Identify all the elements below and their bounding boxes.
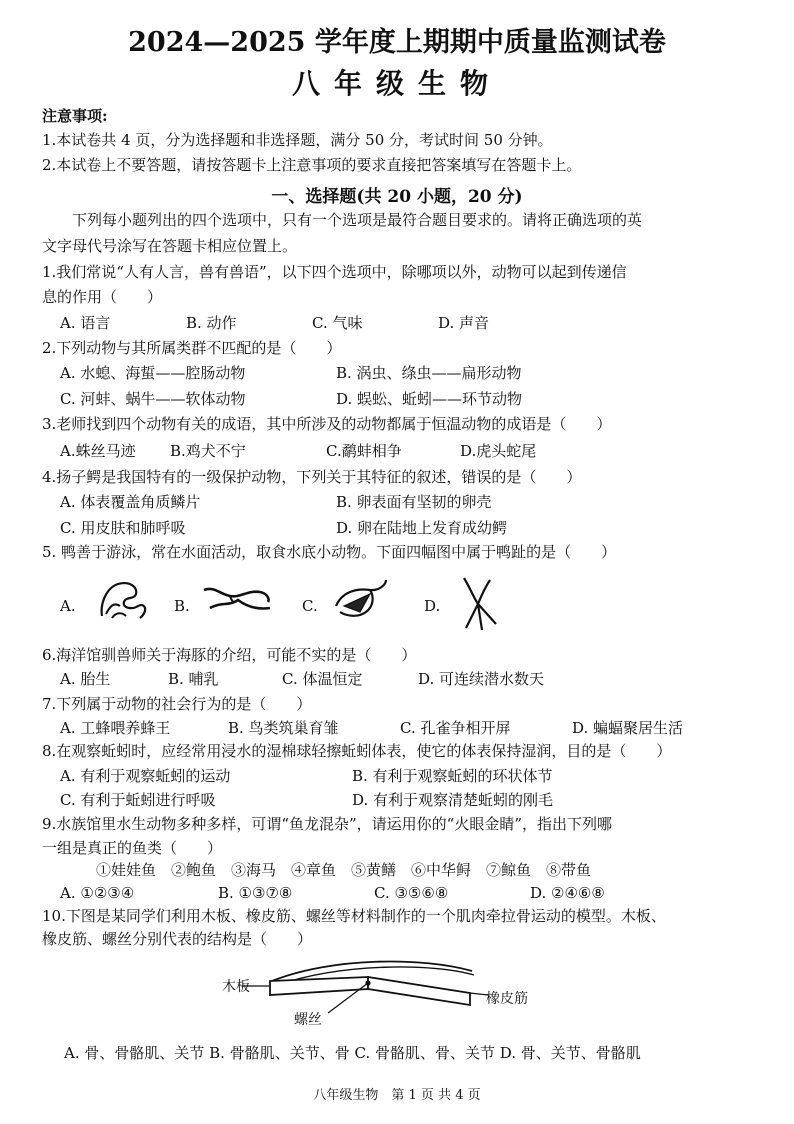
q1-stem-cont: 息的作用（ ） [42, 288, 163, 306]
q8-option-a: A. 有利于观察蚯蚓的运动 [60, 767, 231, 785]
q3-stem: 3.老师找到四个动物有关的成语，其中所涉及的动物都属于恒温动物的成语是（ ） [42, 415, 612, 433]
q2-option-b: B. 涡虫、绦虫——扁形动物 [336, 364, 522, 382]
q4-stem: 4.扬子鳄是我国特有的一级保护动物，下列关于其特征的叙述，错误的是（ ） [42, 468, 582, 486]
page-footer: 八年级生物 第 1 页 共 4 页 [313, 1088, 481, 1103]
q3-option-b: B.鸡犬不宁 [170, 442, 246, 460]
q4-option-d: D. 卵在陆地上发育成幼鳄 [336, 519, 508, 537]
q9-stem: 9.水族馆里水生动物多种多样，可谓“鱼龙混杂”，请运用你的“火眼金睛”，指出下列哪 [42, 815, 612, 833]
q6-option-c: C. 体温恒定 [282, 670, 363, 688]
q3-option-c: C.鹬蚌相争 [326, 442, 402, 460]
q5-option-d: D. [424, 597, 441, 615]
note-item-2: 2.本试卷上不要答题，请按答题卡上注意事项的要求直接把答案填写在答题卡上。 [42, 156, 582, 174]
q2-option-c: C. 河蚌、蜗牛——软体动物 [60, 390, 246, 408]
q3-option-a: A.蛛丝马迹 [60, 442, 136, 460]
q6-option-b: B. 哺乳 [168, 670, 219, 688]
q7-option-a: A. 工蜂喂养蜂王 [60, 719, 171, 737]
q2-option-a: A. 水螅、海蜇——腔肠动物 [60, 364, 246, 382]
label-screw: 螺丝 [294, 1012, 322, 1028]
q9-option-b: B. ①③⑦⑧ [218, 884, 293, 902]
q9-option-a: A. ①②③④ [60, 884, 135, 902]
q10-options: A. 骨、骨骼肌、关节 B. 骨骼肌、关节、骨 C. 骨骼肌、骨、关节 D. 骨、关节、骨骼肌 [64, 1044, 641, 1062]
notes-heading: 注意事项: [42, 107, 108, 125]
q1-stem: 1.我们常说“人有人言，兽有兽语”，以下四个选项中，除哪项以外，动物可以起到传递信 [42, 263, 627, 281]
q1-option-b: B. 动作 [186, 314, 237, 332]
q5-option-a: A. [60, 597, 76, 615]
label-board: 木板 [222, 979, 250, 995]
q6-option-d: D. 可连续潜水数天 [418, 670, 545, 688]
muscle-bone-model-diagram [222, 955, 582, 1035]
duck-foot-b-icon [200, 580, 274, 624]
q8-stem: 8.在观察蚯蚓时，应经常用浸水的湿棉球轻擦蚯蚓体表，使它的体表保持湿润，目的是（ ） [42, 742, 672, 760]
q1-option-d: D. 声音 [438, 314, 490, 332]
q4-option-c: C. 用皮肤和肺呼吸 [60, 519, 186, 537]
q9-option-d: D. ②④⑥⑧ [530, 884, 605, 902]
q2-option-d: D. 蜈蚣、蚯蚓——环节动物 [336, 390, 523, 408]
q9-option-c: C. ③⑤⑥⑧ [374, 884, 449, 902]
q4-option-b: B. 卵表面有坚韧的卵壳 [336, 493, 492, 511]
section-intro-line1: 下列每小题列出的四个选项中，只有一个选项是最符合题目要求的。请将正确选项的英 [72, 211, 643, 229]
label-rubber-band: 橡皮筋 [486, 991, 528, 1007]
q9-stem-cont: 一组是真正的鱼类（ ） [42, 839, 223, 857]
note-item-1: 1.本试卷共 4 页，分为选择题和非选择题，满分 50 分，考试时间 50 分钟。 [42, 131, 553, 149]
exam-subject: 八年级生物 [291, 67, 502, 100]
q5-option-b: B. [174, 597, 190, 615]
exam-title: 2024—2025 学年度上期期中质量监测试卷 [128, 27, 666, 58]
duck-foot-c-icon [330, 576, 390, 630]
q3-option-d: D.虎头蛇尾 [460, 442, 537, 460]
q7-option-d: D. 蝙蝠聚居生活 [572, 719, 684, 737]
q5-option-c: C. [302, 597, 318, 615]
section-title: 一、选择题(共 20 小题，20 分) [271, 187, 523, 207]
q1-option-c: C. 气味 [312, 314, 363, 332]
q10-stem: 10.下图是某同学们利用木板、橡皮筋、螺丝等材料制作的一个肌肉牵拉骨运动的模型。木板、 [42, 907, 666, 925]
q8-option-c: C. 有利于蚯蚓进行呼吸 [60, 791, 216, 809]
q10-stem-cont: 橡皮筋、螺丝分别代表的结构是（ ） [42, 930, 313, 948]
q1-option-a: A. 语言 [60, 314, 111, 332]
duck-foot-a-icon [92, 576, 152, 630]
q6-option-a: A. 胎生 [60, 670, 111, 688]
q5-stem: 5. 鸭善于游泳，常在水面活动，取食水底小动物。下面四幅图中属于鸭趾的是（ ） [42, 543, 617, 561]
q2-stem: 2.下列动物与其所属类群不匹配的是（ ） [42, 339, 342, 357]
section-intro-line2: 文字母代号涂写在答题卡相应位置上。 [42, 237, 298, 255]
q7-option-c: C. 孔雀争相开屏 [400, 719, 511, 737]
q4-option-a: A. 体表覆盖角质鳞片 [60, 493, 201, 511]
q8-option-d: D. 有利于观察清楚蚯蚓的刚毛 [352, 791, 554, 809]
duck-foot-d-icon [456, 574, 506, 638]
q8-option-b: B. 有利于观察蚯蚓的环状体节 [352, 767, 553, 785]
q9-species-list: ①娃娃鱼 ②鲍鱼 ③海马 ④章鱼 ⑤黄鳝 ⑥中华鲟 ⑦鲸鱼 ⑧带鱼 [96, 861, 592, 879]
q7-stem: 7.下列属于动物的社会行为的是（ ） [42, 695, 312, 713]
q6-stem: 6.海洋馆驯兽师关于海豚的介绍，可能不实的是（ ） [42, 646, 417, 664]
q7-option-b: B. 鸟类筑巢育雏 [228, 719, 339, 737]
